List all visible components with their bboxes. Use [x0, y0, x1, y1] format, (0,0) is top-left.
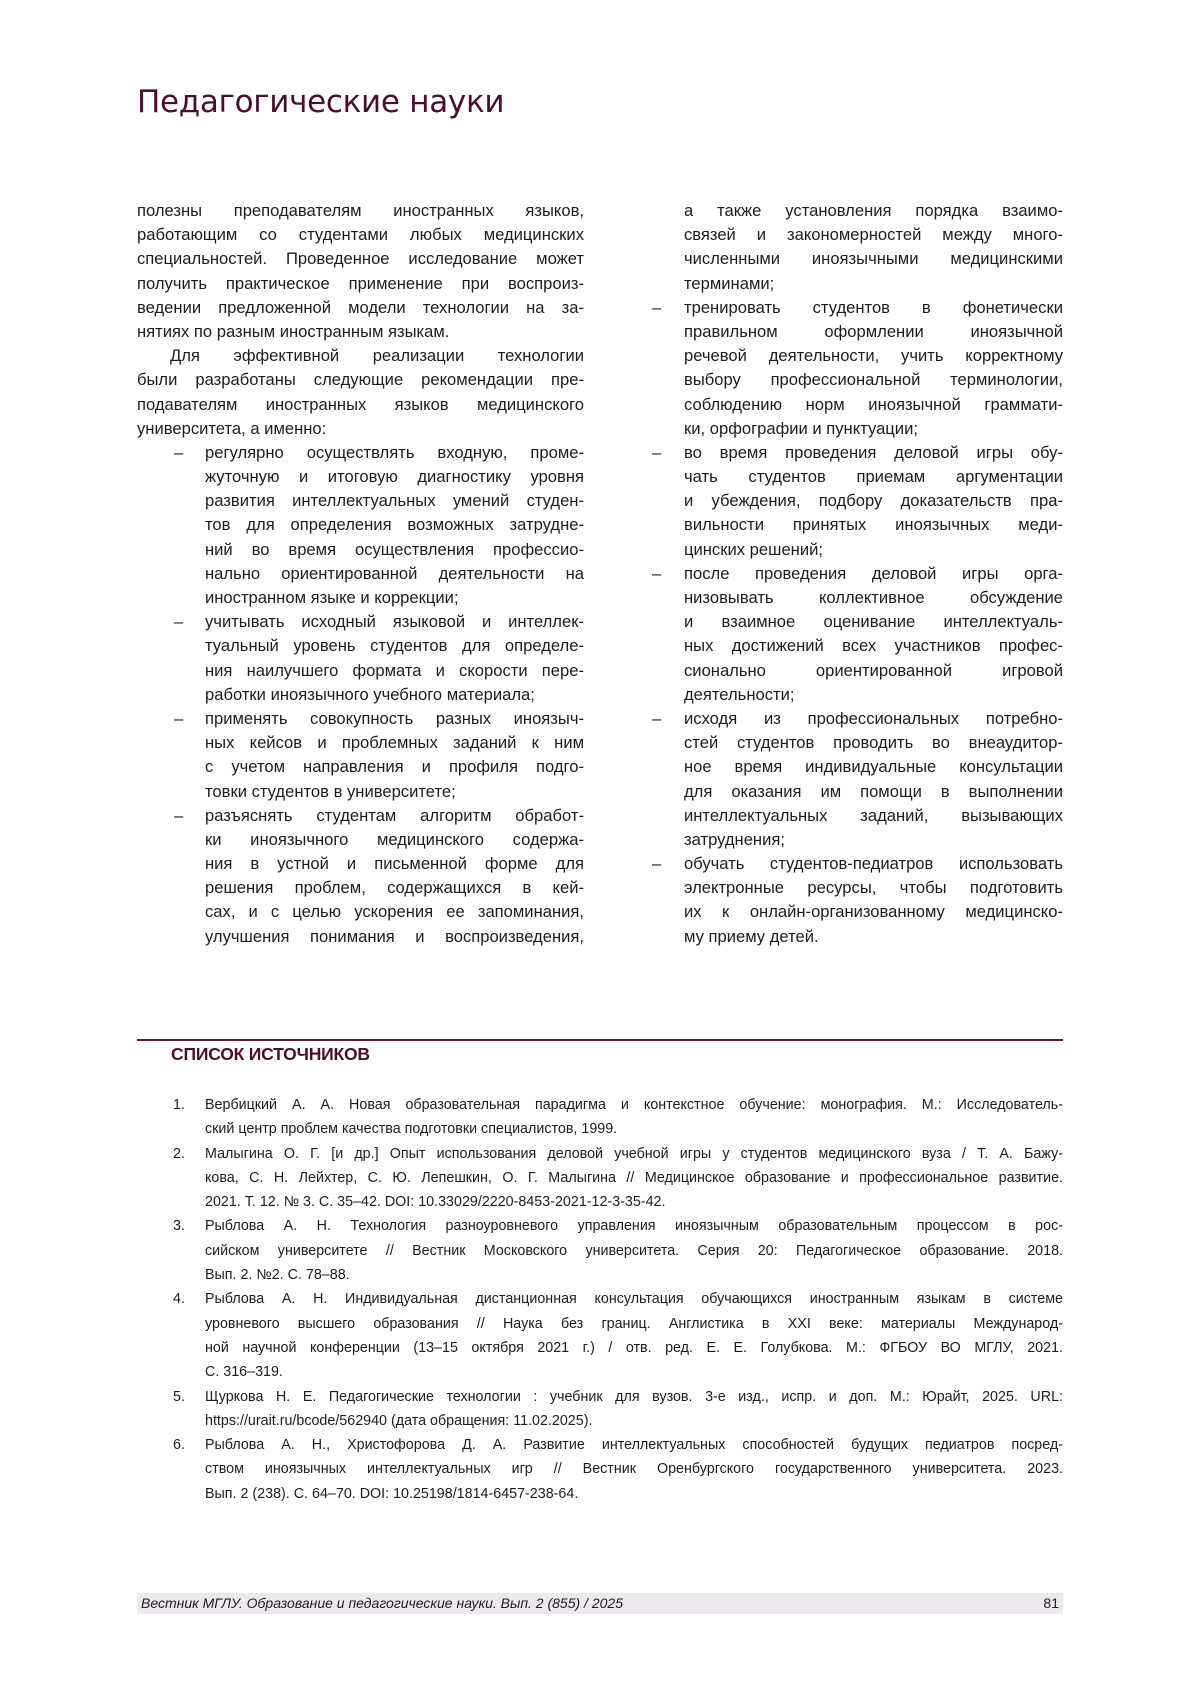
- text-line: для оказания им помощи в выполнении: [684, 780, 1063, 804]
- text-line: численными иноязычными медицинскими: [684, 247, 1063, 271]
- list-dash-marker: –: [652, 296, 661, 320]
- text-line: сионально ориентированной игровой: [684, 659, 1063, 683]
- list-item: [652, 296, 1063, 441]
- references-list: [173, 1093, 1063, 1506]
- text-line: были разработаны следующие рекомендации пре-: [137, 368, 584, 392]
- page-number: 81: [1043, 1593, 1059, 1614]
- text-line: ний во время осуществления профессио-: [205, 538, 584, 562]
- reference-text-line: Вып. 2. №2. С. 78–88.: [205, 1263, 1063, 1287]
- reference-text-line: 2021. Т. 12. № 3. С. 35–42. DOI: 10.33029/2220-8453-2021-12-3-35-42.: [205, 1190, 1063, 1214]
- text-line: связей и закономерностей между много-: [684, 223, 1063, 247]
- list-dash-marker: –: [174, 804, 183, 828]
- list-dash-marker: –: [652, 707, 661, 731]
- text-line: правильном оформлении иноязычной: [684, 320, 1063, 344]
- list-dash-marker: –: [174, 707, 183, 731]
- list-item-continued: [652, 199, 1063, 296]
- text-line: интеллектуальных заданий, вызывающих: [684, 804, 1063, 828]
- reference-text-line: Рыблова А. Н. Индивидуальная дистанционная консультация обучающихся иностранным языкам в системе: [205, 1287, 1063, 1311]
- references-title: СПИСОК ИСТОЧНИКОВ: [171, 1044, 370, 1065]
- text-line: затруднения;: [684, 828, 1063, 852]
- text-line: ных достижений всех участников профес-: [684, 634, 1063, 658]
- text-line: иностранном языке и коррекции;: [205, 586, 584, 610]
- text-line: выбору профессиональной терминологии,: [684, 368, 1063, 392]
- text-line: и убеждения, подбору доказательств пра-: [684, 489, 1063, 513]
- text-line: после проведения деловой игры орга-: [684, 562, 1063, 586]
- reference-text-line: Вербицкий А. А. Новая образовательная парадигма и контекстное обучение: монография. М.: Исследователь-: [205, 1093, 1063, 1117]
- text-line: их к онлайн-организованному медицинско-: [684, 900, 1063, 924]
- text-line: ния в устной и письменной форме для: [205, 852, 584, 876]
- text-line: тренировать студентов в фонетически: [684, 296, 1063, 320]
- reference-number: 1.: [173, 1093, 185, 1117]
- reference-item: [173, 1385, 1063, 1434]
- text-line: полезны преподавателям иностранных языков,: [137, 199, 584, 223]
- text-line: стей студентов проводить во внеаудитор-: [684, 731, 1063, 755]
- text-line: учитывать исходный языковой и интеллек-: [205, 610, 584, 634]
- text-line: с учетом направления и профиля подго-: [205, 755, 584, 779]
- text-line: низовывать коллективное обсуждение: [684, 586, 1063, 610]
- text-line: подавателям иностранных языков медицинского: [137, 393, 584, 417]
- reference-number: 2.: [173, 1142, 185, 1166]
- reference-item: [173, 1214, 1063, 1287]
- reference-item: [173, 1142, 1063, 1215]
- text-line: вильности принятых иноязычных меди-: [684, 513, 1063, 537]
- reference-text-line: кова, С. Н. Лейхтер, С. Ю. Лепешкин, О. Г. Малыгина // Медицинское образование и профессиональное развитие.: [205, 1166, 1063, 1190]
- text-line: ния наилучшего формата и скорости пере-: [205, 659, 584, 683]
- list-dash-marker: –: [652, 852, 661, 876]
- right-column: [652, 199, 1063, 949]
- reference-text-line: https://urait.ru/bcode/562940 (дата обращения: 11.02.2025).: [205, 1409, 1063, 1433]
- list-item: [137, 441, 584, 610]
- reference-text-line: С. 316–319.: [205, 1360, 1063, 1384]
- text-line: электронные ресурсы, чтобы подготовить: [684, 876, 1063, 900]
- text-line: цинских решений;: [684, 538, 1063, 562]
- reference-text-line: ством иноязычных интеллектуальных игр // Вестник Оренбургского государственного университета. 2023.: [205, 1457, 1063, 1481]
- list-item: [137, 707, 584, 804]
- text-line: нально ориентированной деятельности на: [205, 562, 584, 586]
- text-line: Для эффективной реализации технологии: [137, 344, 584, 368]
- text-line: и взаимное оценивание интеллектуаль-: [684, 610, 1063, 634]
- reference-text-line: сийском университете // Вестник Московского университета. Серия 20: Педагогическое образование. 2018.: [205, 1239, 1063, 1263]
- reference-number: 5.: [173, 1385, 185, 1409]
- reference-text-line: Вып. 2 (238). С. 64–70. DOI: 10.25198/1814-6457-238-64.: [205, 1482, 1063, 1506]
- list-item: [137, 610, 584, 707]
- reference-text-line: ский центр проблем качества подготовки специалистов, 1999.: [205, 1117, 1063, 1141]
- text-line: применять совокупность разных иноязыч-: [205, 707, 584, 731]
- list-item: [652, 562, 1063, 707]
- reference-item: [173, 1433, 1063, 1506]
- text-line: товки студентов в университете;: [205, 780, 584, 804]
- text-line: исходя из профессиональных потребно-: [684, 707, 1063, 731]
- list-item: [652, 707, 1063, 852]
- list-item: [137, 804, 584, 949]
- text-line: ных кейсов и проблемных заданий к ним: [205, 731, 584, 755]
- text-line: регулярно осуществлять входную, проме-: [205, 441, 584, 465]
- text-line: речевой деятельности, учить корректному: [684, 344, 1063, 368]
- text-line: ки иноязычного медицинского содержа-: [205, 828, 584, 852]
- text-line: нятиях по разным иностранным языкам.: [137, 320, 584, 344]
- left-column: [137, 199, 584, 949]
- list-item: [652, 441, 1063, 562]
- text-line: а также установления порядка взаимо-: [684, 199, 1063, 223]
- text-line: сах, и с целью ускорения ее запоминания,: [205, 900, 584, 924]
- list-dash-marker: –: [652, 562, 661, 586]
- text-line: туальный уровень студентов для определе-: [205, 634, 584, 658]
- text-line: разъяснять студентам алгоритм обработ-: [205, 804, 584, 828]
- text-line: развития интеллектуальных умений студен-: [205, 489, 584, 513]
- text-line: терминами;: [684, 272, 1063, 296]
- text-line: ведении предложенной модели технологии на за-: [137, 296, 584, 320]
- text-line: деятельности;: [684, 683, 1063, 707]
- list-dash-marker: –: [652, 441, 661, 465]
- list-dash-marker: –: [174, 610, 183, 634]
- reference-text-line: уровневого высшего образования // Наука без границ. Англистика в XXI веке: материалы Международ-: [205, 1312, 1063, 1336]
- reference-item: [173, 1093, 1063, 1142]
- page-footer: [137, 1593, 1063, 1614]
- reference-text-line: ной научной конференции (13–15 октября 2021 г.) / отв. ред. Е. Е. Голубкова. М.: ФГБОУ ВО МГЛУ, 2021.: [205, 1336, 1063, 1360]
- list-item: [652, 852, 1063, 949]
- text-line: чать студентов приемам аргументации: [684, 465, 1063, 489]
- paragraph: [137, 344, 584, 441]
- reference-text-line: Щуркова Н. Е. Педагогические технологии : учебник для вузов. 3-е изд., испр. и доп. М.: Юрайт, 2025. URL:: [205, 1385, 1063, 1409]
- reference-text-line: Рыблова А. Н. Технология разноуровневого управления иноязычным образовательным процессом в рос-: [205, 1214, 1063, 1238]
- paragraph: [137, 199, 584, 344]
- text-line: во время проведения деловой игры обу-: [684, 441, 1063, 465]
- reference-text-line: Малыгина О. Г. [и др.] Опыт использования деловой учебной игры у студентов медицинского вуза / Т. А. Бажу-: [205, 1142, 1063, 1166]
- text-line: работающим со студентами любых медицинских: [137, 223, 584, 247]
- text-line: обучать студентов-педиатров использовать: [684, 852, 1063, 876]
- text-line: решения проблем, содержащихся в кей-: [205, 876, 584, 900]
- text-line: соблюдению норм иноязычной граммати-: [684, 393, 1063, 417]
- text-line: получить практическое применение при воспроиз-: [137, 272, 584, 296]
- text-line: специальностей. Проведенное исследование может: [137, 247, 584, 271]
- text-line: му приему детей.: [684, 925, 1063, 949]
- reference-number: 4.: [173, 1287, 185, 1311]
- reference-text-line: Рыблова А. Н., Христофорова Д. А. Развитие интеллектуальных способностей будущих педиатров посред-: [205, 1433, 1063, 1457]
- reference-item: [173, 1287, 1063, 1384]
- text-line: улучшения понимания и воспроизведения,: [205, 925, 584, 949]
- section-divider: [137, 1039, 1063, 1041]
- footer-journal-title: Вестник МГЛУ. Образование и педагогические науки. Вып. 2 (855) / 2025: [141, 1593, 623, 1614]
- text-line: жуточную и итоговую диагностику уровня: [205, 465, 584, 489]
- text-line: университета, а именно:: [137, 417, 584, 441]
- text-line: ное время индивидуальные консультации: [684, 755, 1063, 779]
- list-dash-marker: –: [174, 441, 183, 465]
- section-heading: Педагогические науки: [137, 84, 504, 120]
- text-line: работки иноязычного учебного материала;: [205, 683, 584, 707]
- text-line: ки, орфографии и пунктуации;: [684, 417, 1063, 441]
- reference-number: 3.: [173, 1214, 185, 1238]
- reference-number: 6.: [173, 1433, 185, 1457]
- text-line: тов для определения возможных затрудне-: [205, 513, 584, 537]
